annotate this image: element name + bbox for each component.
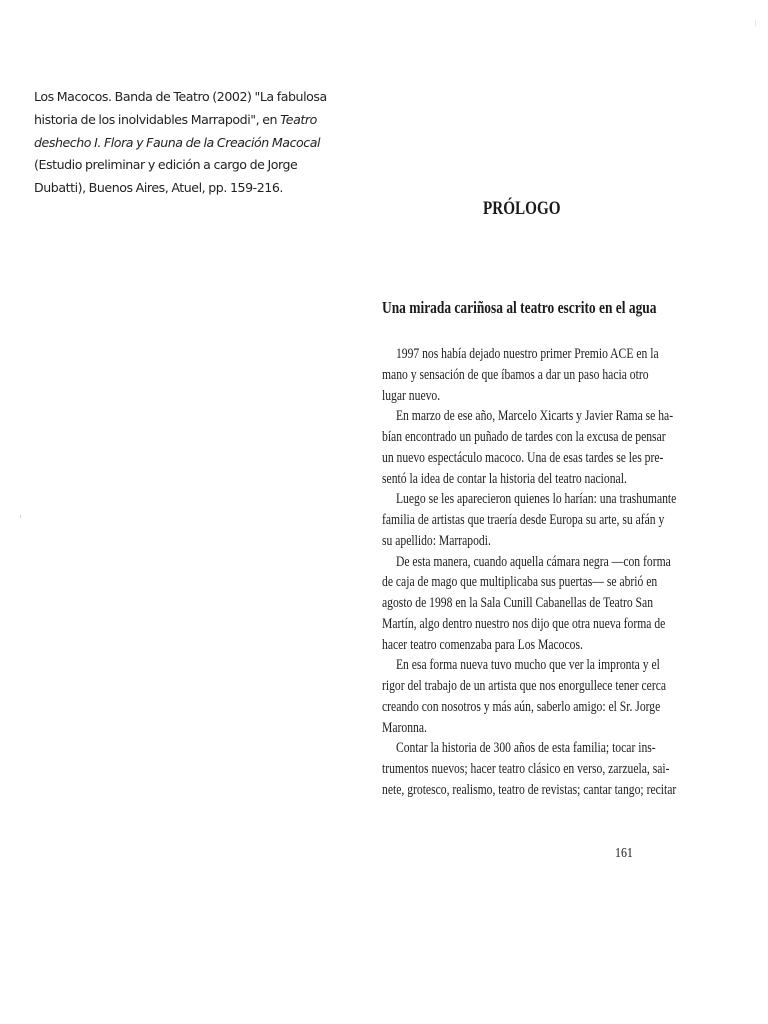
citation-book-title: Teatro deshecho I. Flora y Fauna de la Creación Macocal xyxy=(34,111,321,150)
body-paragraph xyxy=(382,406,674,489)
text-line: En esa forma nueva tuvo mucho que ver la impronta y el xyxy=(395,657,660,674)
text-line: hacer teatro comenzaba para Los Macocos. xyxy=(382,636,583,653)
text-line: En marzo de ese año, Marcelo Xicarts y Javier Rama se ha- xyxy=(395,408,674,425)
bibliographic-citation xyxy=(34,86,344,200)
text-line: su apellido: Marrapodi. xyxy=(382,532,491,549)
scan-mark xyxy=(755,20,756,26)
body-paragraph xyxy=(382,552,671,656)
text-line: agosto de 1998 en la Sala Cunill Cabanellas de Teatro San xyxy=(382,595,654,611)
chapter-title: PRÓLOGO xyxy=(483,199,561,219)
text-line: nete, grotesco, realismo, teatro de revistas; cantar tango; recitar xyxy=(382,781,677,798)
text-line: rigor del trabajo de un artista que nos enorgullece tener cerca xyxy=(382,678,667,694)
body-text xyxy=(382,344,677,801)
body-paragraph xyxy=(382,489,677,551)
text-line: un nuevo espectáculo macoco. Una de esas tardes se les pre- xyxy=(382,449,664,466)
body-paragraph xyxy=(382,738,677,800)
text-line: Luego se les aparecieron quienes lo harían: una trashumante xyxy=(395,491,677,508)
text-line: De esta manera, cuando aquella cámara negra —con forma xyxy=(395,553,671,570)
text-line: lugar nuevo. xyxy=(382,387,441,404)
text-line: familia de artistas que traería desde Europa su arte, su afán y xyxy=(382,512,665,528)
citation-text: Los Macocos. Banda de Teatro (2002) "La fabulosa historia de los inolvidables Marrapodi", en xyxy=(34,89,327,127)
section-subtitle: Una mirada cariñosa al teatro escrito en el agua xyxy=(382,298,657,317)
text-line: Martín, algo dentro nuestro nos dijo que otra nueva forma de xyxy=(382,615,666,632)
text-line: bían encontrado un puñado de tardes con la excusa de pensar xyxy=(382,429,666,445)
text-line: mano y sensación de que íbamos a dar un paso hacia otro xyxy=(382,366,649,383)
text-line: Maronna. xyxy=(382,719,427,736)
text-line: trumentos nuevos; hacer teatro clásico en verso, zarzuela, sai- xyxy=(382,761,670,777)
text-line: 1997 nos había dejado nuestro primer Premio ACE en la xyxy=(395,346,659,362)
body-paragraph xyxy=(382,655,667,738)
page-number: 161 xyxy=(615,846,633,861)
text-line: creando con nosotros y más aún, saberlo amigo: el Sr. Jorge xyxy=(382,698,661,715)
text-line: Contar la historia de 300 años de esta familia; tocar ins- xyxy=(395,740,656,757)
scan-mark xyxy=(20,515,21,518)
citation-text-tail: (Estudio preliminar y edición a cargo de Jorge Dubatti), Buenos Aires, Atuel, pp. 159-216. xyxy=(34,157,298,196)
text-line: sentó la idea de contar la historia del teatro nacional. xyxy=(382,470,627,487)
text-line: de caja de mago que multiplicaba sus puertas— se abrió en xyxy=(382,574,658,591)
body-paragraph xyxy=(382,344,659,406)
